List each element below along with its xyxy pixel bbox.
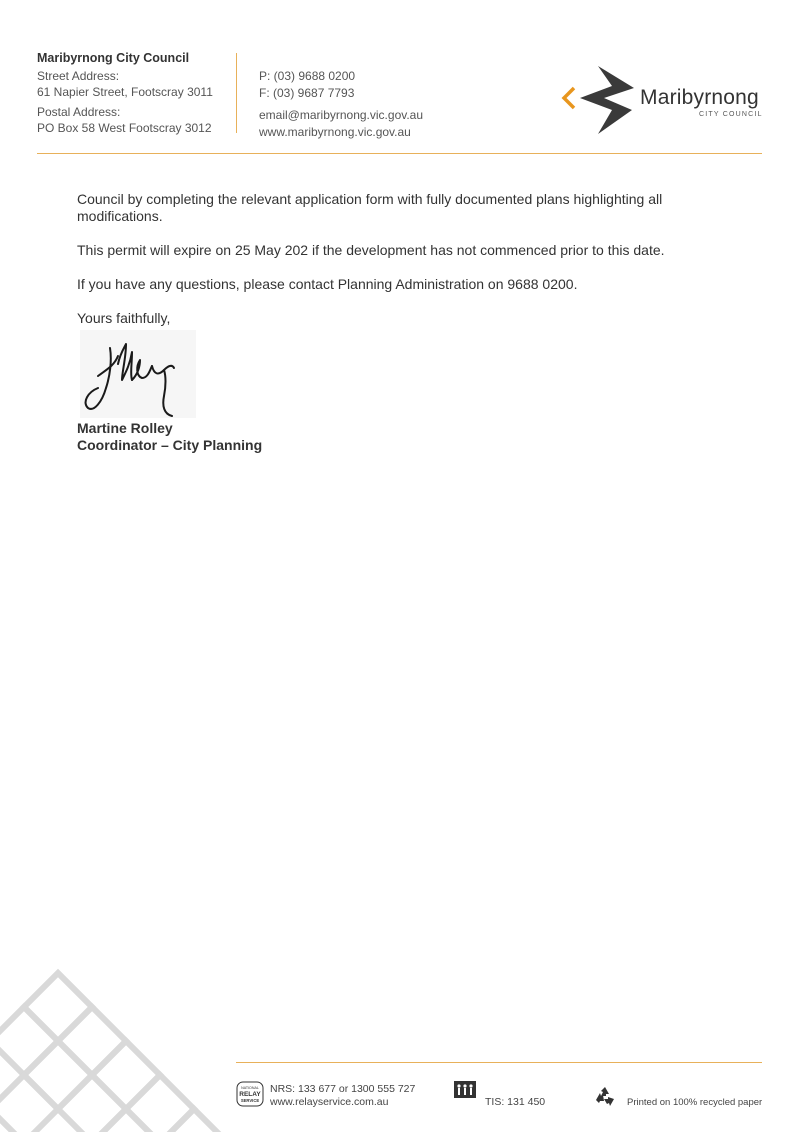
postal-address-value: PO Box 58 West Footscray 3012: [37, 121, 212, 135]
postal-address-label: Postal Address:: [37, 104, 121, 119]
street-address-value: 61 Napier Street, Footscray 3011: [37, 85, 213, 99]
relay-service-icon: [236, 1081, 264, 1107]
body-paragraph-2: This permit will expire on 25 May 202 if the development has not commenced prior to this date.: [77, 242, 665, 258]
handwritten-signature-icon: [80, 330, 196, 420]
sender-address-block: [37, 50, 237, 137]
header-rule: [37, 153, 762, 154]
contact-block: [259, 68, 479, 140]
closing-salutation: Yours faithfully,: [77, 310, 171, 326]
nrs-website[interactable]: www.relayservice.com.au: [270, 1096, 389, 1108]
council-name: Maribyrnong City Council: [37, 51, 190, 65]
signer-name: Martine Rolley: [77, 420, 173, 436]
body-paragraph-1: Council by completing the relevant application form with fully documented plans highlighting all modifications.: [77, 191, 663, 224]
street-address-label: Street Address:: [37, 68, 120, 83]
footer-rule: [236, 1062, 762, 1063]
email-address[interactable]: email@maribyrnong.vic.gov.au: [259, 108, 424, 122]
logo-wordmark: Maribyrnong: [640, 86, 759, 109]
diamond-pattern-decoration: [0, 965, 225, 1132]
tis-contact: TIS: 131 450: [485, 1096, 546, 1108]
relay-icon-label-2: RELAY: [239, 1091, 261, 1098]
body-paragraph-3: If you have any questions, please contact Planning Administration on 9688 0200.: [77, 276, 578, 292]
nrs-phone: NRS: 133 677 or 1300 555 727: [270, 1083, 416, 1095]
header-divider: [236, 53, 237, 133]
nrs-contact: [270, 1083, 415, 1109]
relay-icon-label-1: NATIONAL: [241, 1086, 259, 1090]
recycle-icon: [594, 1086, 616, 1108]
logo-subtitle: CITY COUNCIL: [699, 111, 763, 118]
recycled-paper-note: Printed on 100% recycled paper: [627, 1097, 763, 1108]
interpreter-service-icon: [454, 1081, 476, 1098]
fax-number: F: (03) 9687 7793: [259, 85, 355, 100]
phone-number: P: (03) 9688 0200: [259, 69, 356, 83]
website-link[interactable]: www.maribyrnong.vic.gov.au: [259, 124, 411, 139]
signer-block: [77, 420, 262, 454]
signer-title: Coordinator – City Planning: [77, 437, 263, 453]
relay-icon-label-3: SERVICE: [240, 1098, 260, 1103]
